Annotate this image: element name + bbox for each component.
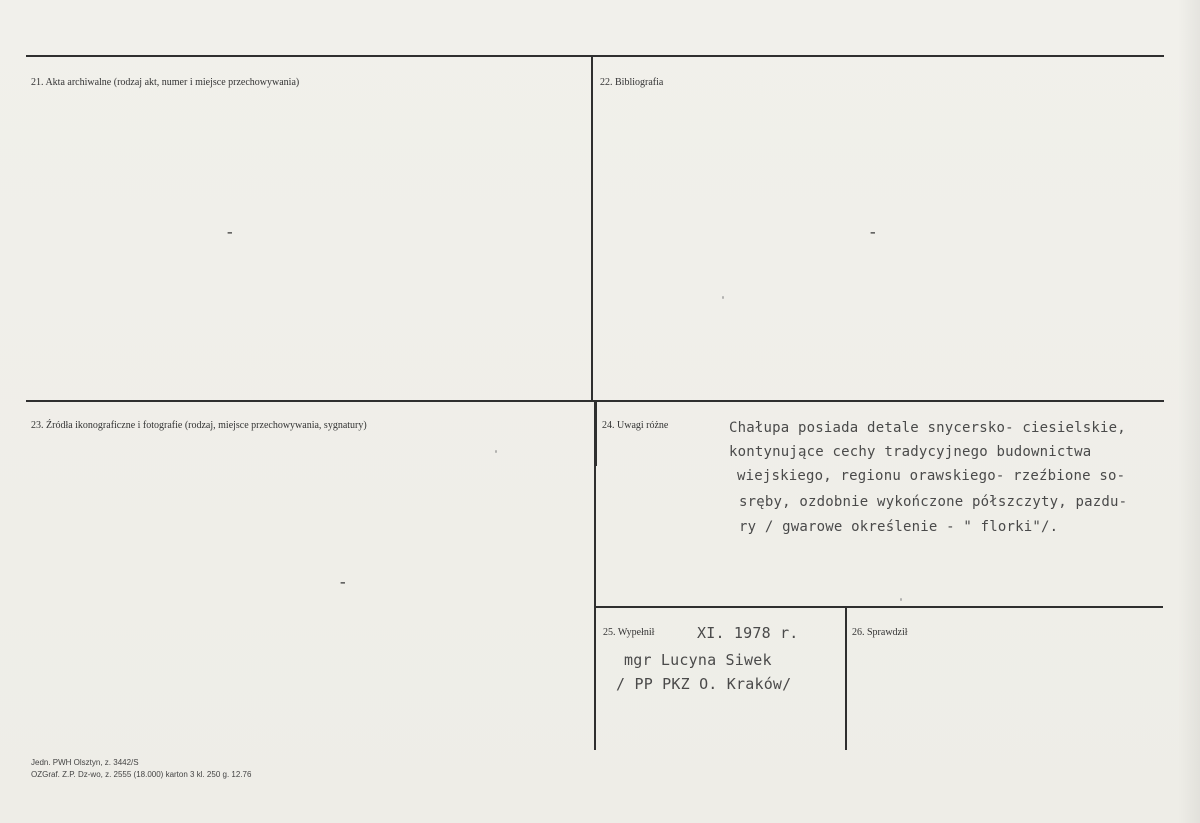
- footer-line-1: Jedn. PWH Olsztyn, z. 3442/S: [31, 758, 139, 767]
- remarks-line: wiejskiego, regionu orawskiego- rzeźbione so-: [737, 468, 1126, 484]
- section-26-divider: [845, 606, 847, 750]
- remarks-line: Chałupa posiada detale snycersko- ciesielskie,: [729, 420, 1126, 436]
- center-divider: [591, 55, 593, 400]
- remarks-line: kontynujące cechy tradycyjnego budownictwa: [729, 444, 1092, 460]
- top-rule: [26, 55, 1164, 57]
- filled-by-name: mgr Lucyna Siwek: [624, 651, 772, 669]
- footer-line-2: OZGraf. Z.P. Dz-wo, z. 2555 (18.000) karton 3 kl. 250 g. 12.76: [31, 770, 252, 779]
- field-22-label: 22. Bibliografia: [600, 77, 664, 88]
- field-24-label: 24. Uwagi różne: [602, 420, 669, 431]
- paper-speck: [495, 450, 497, 453]
- field-23-label: 23. Źródła ikonograficzne i fotografie (rodzaj, miejsce przechowywania, sygnatury): [31, 420, 367, 431]
- field-25-label: 25. Wypełnił: [603, 627, 655, 638]
- filled-by-institution: / PP PKZ O. Kraków/: [616, 675, 792, 693]
- remarks-line: sręby, ozdobnie wykończone półszczyty, pazdu-: [739, 494, 1128, 510]
- section-24-divider: [595, 400, 597, 466]
- section-25-rule: [595, 606, 1163, 608]
- field-21-value: -: [225, 224, 235, 242]
- field-22-value: -: [868, 224, 878, 242]
- field-21-label: 21. Akta archiwalne (rodzaj akt, numer i miejsce przechowywania): [31, 77, 300, 88]
- paper-speck: [900, 598, 902, 601]
- remarks-line: ry / gwarowe określenie - " florki"/.: [739, 519, 1059, 535]
- field-26-label: 26. Sprawdził: [852, 627, 908, 638]
- field-23-value: -: [338, 574, 348, 592]
- filled-date: XI. 1978 r.: [697, 624, 799, 642]
- paper-speck: [722, 296, 724, 299]
